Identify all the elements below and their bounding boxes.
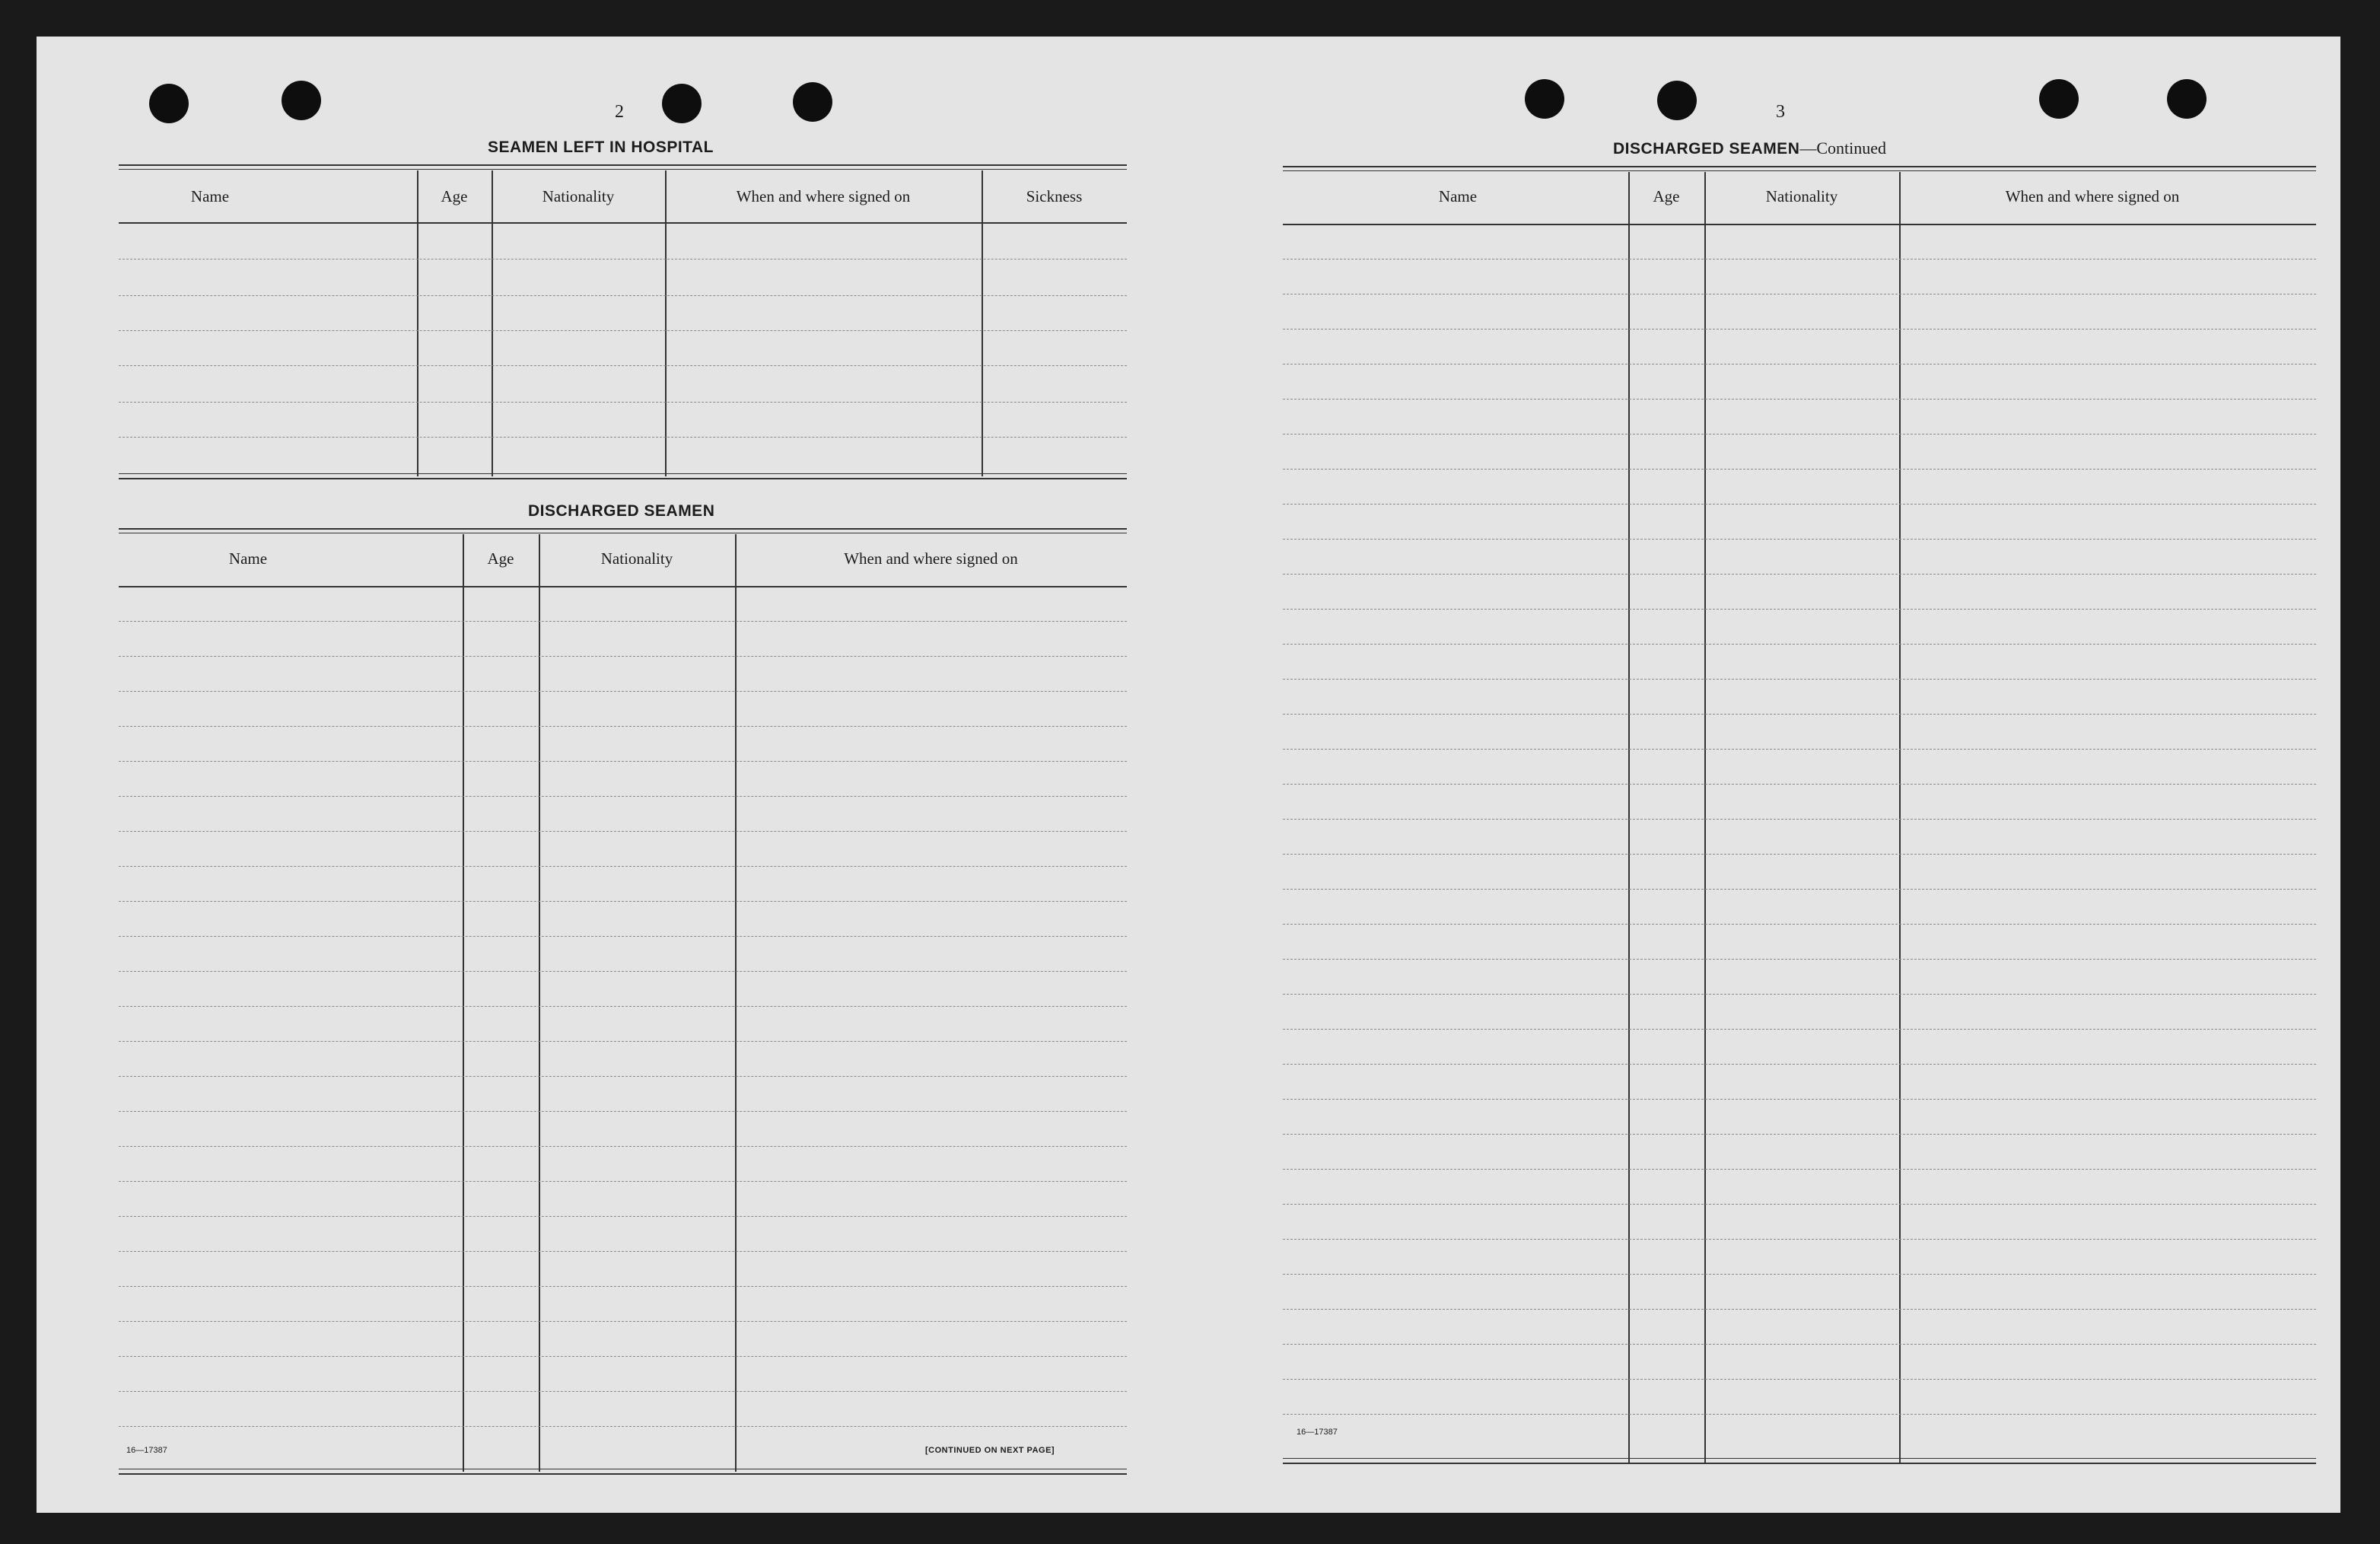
table-rule — [1283, 166, 2316, 167]
punch-hole — [2167, 79, 2207, 119]
table-row[interactable] — [119, 1391, 1127, 1392]
table-row[interactable] — [1283, 574, 2316, 575]
table-row[interactable] — [119, 936, 1127, 937]
table-rule — [119, 478, 1127, 479]
table-row[interactable] — [119, 330, 1127, 331]
table-row[interactable] — [119, 1041, 1127, 1042]
table-rule — [1283, 1458, 2316, 1459]
column-divider — [735, 534, 737, 1472]
table-row[interactable] — [1283, 469, 2316, 470]
page-number: 2 — [615, 102, 624, 122]
table-row[interactable] — [119, 1321, 1127, 1322]
table-row[interactable] — [119, 831, 1127, 832]
punch-hole — [793, 82, 832, 122]
table-rule — [119, 528, 1127, 530]
table-row[interactable] — [1283, 1099, 2316, 1100]
table-row[interactable] — [1283, 679, 2316, 680]
table-row[interactable] — [1283, 994, 2316, 995]
table-row[interactable] — [119, 656, 1127, 657]
column-divider — [417, 170, 418, 476]
table-row[interactable] — [1283, 1169, 2316, 1170]
header-rule — [1283, 224, 2316, 225]
table-row[interactable] — [119, 761, 1127, 762]
header-rule — [119, 222, 1127, 224]
table-row[interactable] — [119, 1006, 1127, 1007]
table-row[interactable] — [119, 796, 1127, 797]
table-row[interactable] — [119, 1111, 1127, 1112]
table-row[interactable] — [1283, 504, 2316, 505]
punch-hole — [2039, 79, 2079, 119]
table-row[interactable] — [119, 726, 1127, 727]
table-row[interactable] — [119, 1146, 1127, 1147]
header-rule — [119, 586, 1127, 587]
table-row[interactable] — [1283, 924, 2316, 925]
table-row[interactable] — [1283, 399, 2316, 400]
column-divider — [1704, 172, 1706, 1464]
column-header-name: Name — [1438, 187, 1478, 205]
column-header-signed-on: When and where signed on — [736, 187, 911, 205]
table-rule — [119, 169, 1127, 170]
table-row[interactable] — [119, 1216, 1127, 1217]
punch-hole — [1525, 79, 1564, 119]
column-header-age: Age — [1653, 187, 1680, 205]
table-row[interactable] — [1283, 784, 2316, 785]
table-row[interactable] — [119, 1286, 1127, 1287]
table-row[interactable] — [119, 1181, 1127, 1182]
table-row[interactable] — [119, 866, 1127, 867]
table-row[interactable] — [1283, 1204, 2316, 1205]
table-row[interactable] — [119, 1426, 1127, 1427]
table-row[interactable] — [119, 1076, 1127, 1077]
column-header-sickness: Sickness — [1026, 187, 1083, 205]
table-row[interactable] — [1283, 959, 2316, 960]
table-row[interactable] — [119, 402, 1127, 403]
discharged-continued-title — [1613, 138, 1886, 158]
table-row[interactable] — [1283, 1134, 2316, 1135]
column-divider — [1899, 172, 1901, 1464]
column-header-signed-on: When and where signed on — [2005, 187, 2180, 205]
discharged-title-text: DISCHARGED SEAMEN — [1613, 140, 1800, 158]
column-header-name: Name — [228, 549, 268, 568]
table-row[interactable] — [1283, 819, 2316, 820]
table-row[interactable] — [1283, 609, 2316, 610]
table-row[interactable] — [119, 295, 1127, 296]
table-row[interactable] — [1283, 1029, 2316, 1030]
column-divider — [982, 170, 983, 476]
column-header-signed-on: When and where signed on — [844, 549, 1018, 568]
punch-hole — [1657, 81, 1697, 120]
table-row[interactable] — [1283, 434, 2316, 435]
continued-suffix: —Continued — [1799, 138, 1887, 158]
table-row[interactable] — [1283, 854, 2316, 855]
table-row[interactable] — [1283, 1379, 2316, 1380]
table-row[interactable] — [1283, 1414, 2316, 1415]
table-row[interactable] — [1283, 1064, 2316, 1065]
table-row[interactable] — [1283, 539, 2316, 540]
column-header-nationality: Nationality — [542, 187, 615, 205]
table-row[interactable] — [119, 1356, 1127, 1357]
table-rule — [119, 1473, 1127, 1475]
table-rule — [1283, 1463, 2316, 1464]
column-header-nationality: Nationality — [1765, 187, 1838, 205]
hospital-section-title: SEAMEN LEFT IN HOSPITAL — [488, 138, 714, 156]
punch-hole — [149, 84, 189, 123]
table-row[interactable] — [119, 691, 1127, 692]
table-row[interactable] — [1283, 644, 2316, 645]
table-rule — [119, 164, 1127, 166]
column-divider — [539, 534, 540, 1472]
table-row[interactable] — [119, 437, 1127, 438]
column-header-name: Name — [190, 187, 230, 205]
table-rule — [119, 473, 1127, 474]
table-row[interactable] — [1283, 1239, 2316, 1240]
punch-hole — [662, 84, 702, 123]
table-row[interactable] — [119, 971, 1127, 972]
punch-hole — [282, 81, 321, 120]
column-divider — [1628, 172, 1630, 1464]
column-header-age: Age — [487, 549, 514, 568]
column-header-nationality: Nationality — [600, 549, 673, 568]
column-header-age: Age — [441, 187, 468, 205]
table-row[interactable] — [119, 621, 1127, 622]
page-number: 3 — [1776, 102, 1785, 122]
table-row[interactable] — [1283, 364, 2316, 365]
column-divider — [492, 170, 493, 476]
table-row[interactable] — [119, 1251, 1127, 1252]
table-row[interactable] — [119, 365, 1127, 366]
discharged-section-title: DISCHARGED SEAMEN — [528, 502, 715, 520]
column-divider — [463, 534, 464, 1472]
table-row[interactable] — [1283, 749, 2316, 750]
form-number: 16—17387 — [126, 1446, 167, 1455]
form-number: 16—17387 — [1297, 1428, 1338, 1437]
column-divider — [665, 170, 667, 476]
table-row[interactable] — [1283, 714, 2316, 715]
table-row[interactable] — [119, 901, 1127, 902]
table-row[interactable] — [1283, 1274, 2316, 1275]
continued-note: [CONTINUED ON NEXT PAGE] — [925, 1446, 1055, 1455]
table-rule — [1283, 170, 2316, 171]
table-row[interactable] — [1283, 1344, 2316, 1345]
scanned-document — [37, 37, 2340, 1513]
table-row[interactable] — [1283, 889, 2316, 890]
table-row[interactable] — [1283, 1309, 2316, 1310]
